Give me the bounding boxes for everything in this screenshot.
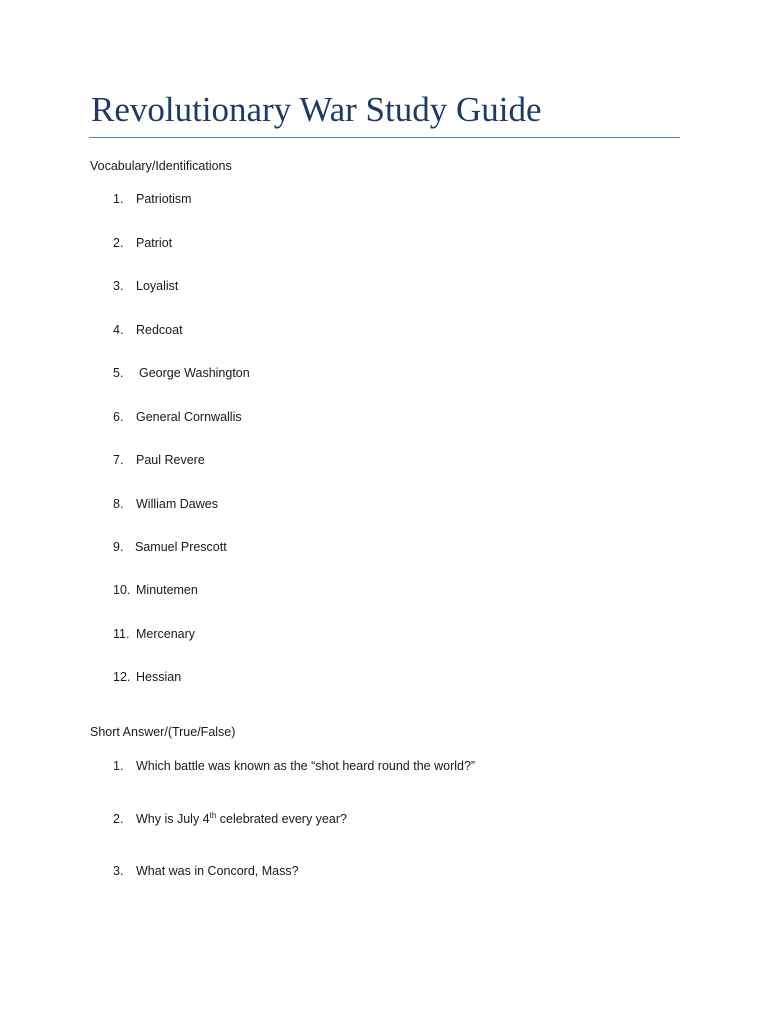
item-text: Mercenary <box>136 627 196 641</box>
vocabulary-heading: Vocabulary/Identifications <box>90 159 232 173</box>
item-text: George Washington <box>139 366 250 380</box>
item-text: Redcoat <box>136 323 183 337</box>
item-text: Patriotism <box>136 192 192 206</box>
item-number: 3. <box>113 864 124 878</box>
item-text: Patriot <box>136 236 173 250</box>
item-text: Paul Revere <box>136 453 205 467</box>
item-number: 3. <box>113 279 124 293</box>
item-number: 2. <box>113 236 124 250</box>
item-text: General Cornwallis <box>136 410 242 424</box>
item-text: Hessian <box>136 670 182 684</box>
item-number: 8. <box>113 497 124 511</box>
item-text: Which battle was known as the “shot heard round the world?” <box>136 759 476 773</box>
page-title: Revolutionary War Study Guide <box>91 90 542 129</box>
item-number: 5. <box>113 366 124 380</box>
item-text-before: Why is July 4 <box>136 812 210 826</box>
item-text: William Dawes <box>136 497 218 511</box>
item-number: 4. <box>113 323 124 337</box>
item-text: What was in Concord, Mass? <box>136 864 299 878</box>
item-number: 7. <box>113 453 124 467</box>
item-text <box>136 810 347 828</box>
item-number: 2. <box>113 812 124 826</box>
ordinal-superscript: th <box>209 810 217 820</box>
item-number: 6. <box>113 410 124 424</box>
title-underline <box>89 137 680 138</box>
item-number: 12. <box>113 670 131 684</box>
item-text-after: celebrated every year? <box>216 812 347 826</box>
item-number: 1. <box>113 192 124 206</box>
item-text: Samuel Prescott <box>135 540 227 554</box>
item-number: 9. <box>113 540 124 554</box>
item-number: 11. <box>113 627 130 641</box>
item-number: 10. <box>113 583 131 597</box>
short-answer-heading: Short Answer/(True/False) <box>90 725 236 739</box>
item-text: Loyalist <box>136 279 179 293</box>
item-text: Minutemen <box>136 583 198 597</box>
item-number: 1. <box>113 759 124 773</box>
